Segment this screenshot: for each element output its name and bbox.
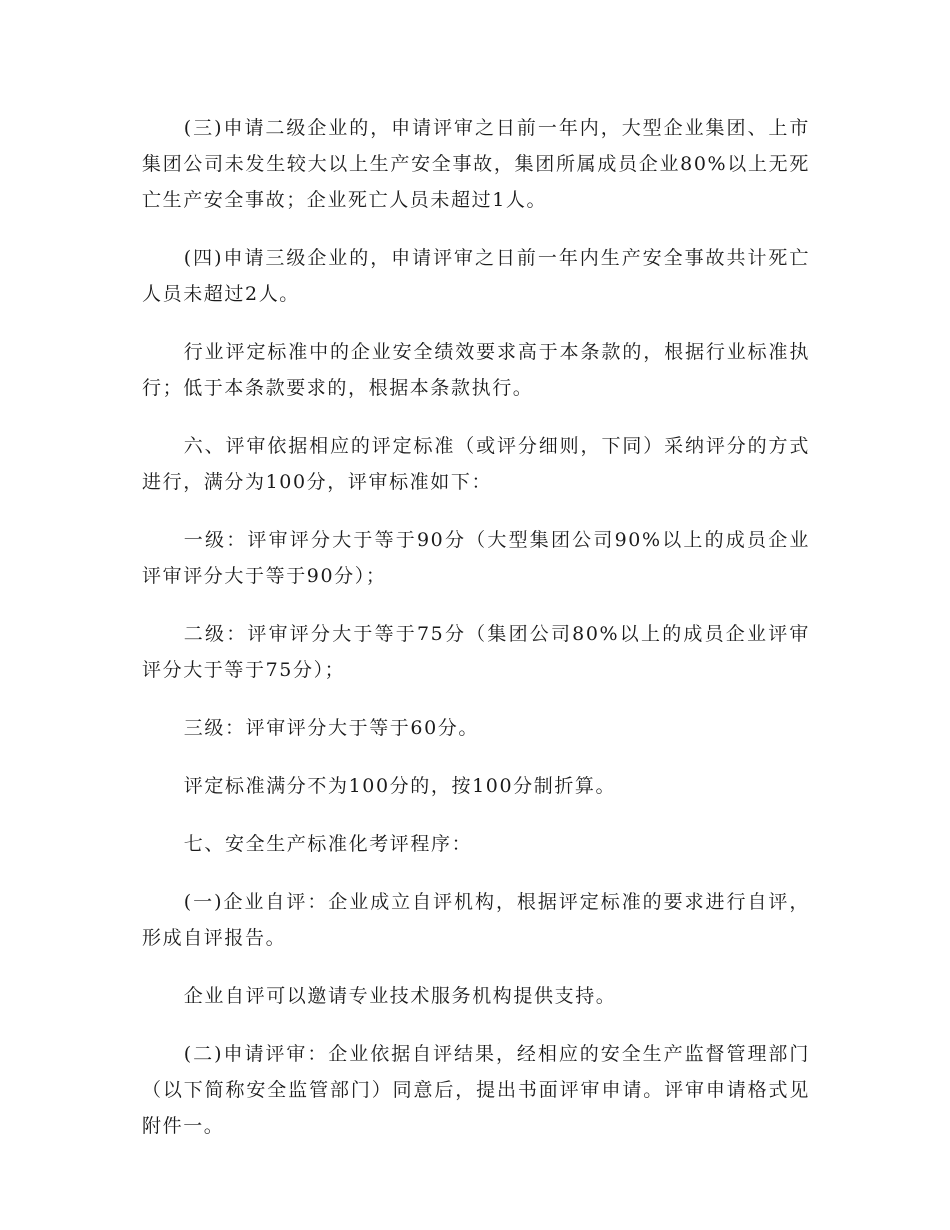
paragraph-section-six: 六、评审依据相应的评定标准（或评分细则，下同）采纳评分的方式进行，满分为100分，评审标准如下： bbox=[142, 435, 810, 493]
paragraph-apply-review: (二)申请评审：企业依据自评结果，经相应的安全生产监督管理部门（以下简称安全监管部门）同意后，提出书面评审申请。评审申请格式见附件一。 bbox=[142, 1043, 810, 1137]
paragraph-level3-score: 三级：评审评分大于等于60分。 bbox=[183, 717, 479, 739]
paragraph-section-seven: 七、安全生产标准化考评程序： bbox=[183, 833, 473, 855]
paragraph-level3-requirements: (四)申请三级企业的，申请评审之日前一年内生产安全事故共计死亡人员未超过2人。 bbox=[142, 247, 810, 305]
paragraph-level2-score: 二级：评审评分大于等于75分（集团公司80%以上的成员企业评审评分大于等于75分）； bbox=[142, 623, 810, 681]
document-body bbox=[142, 110, 810, 1166]
paragraph-self-evaluation-support: 企业自评可以邀请专业技术服务机构提供支持。 bbox=[183, 985, 617, 1007]
paragraph-self-evaluation: (一)企业自评：企业成立自评机构，根据评定标准的要求进行自评，形成自评报告。 bbox=[142, 891, 810, 949]
paragraph-level2-requirements: (三)申请二级企业的，申请评审之日前一年内，大型企业集团、上市集团公司未发生较大以上生产安全事故，集团所属成员企业80%以上无死亡生产安全事故；企业死亡人员未超过1人。 bbox=[142, 117, 810, 211]
paragraph-industry-standard: 行业评定标准中的企业安全绩效要求高于本条款的，根据行业标准执行；低于本条款要求的，根据本条款执行。 bbox=[142, 341, 810, 399]
paragraph-score-conversion: 评定标准满分不为100分的，按100分制折算。 bbox=[183, 775, 617, 797]
paragraph-level1-score: 一级：评审评分大于等于90分（大型集团公司90%以上的成员企业评审评分大于等于90分）； bbox=[142, 529, 810, 587]
